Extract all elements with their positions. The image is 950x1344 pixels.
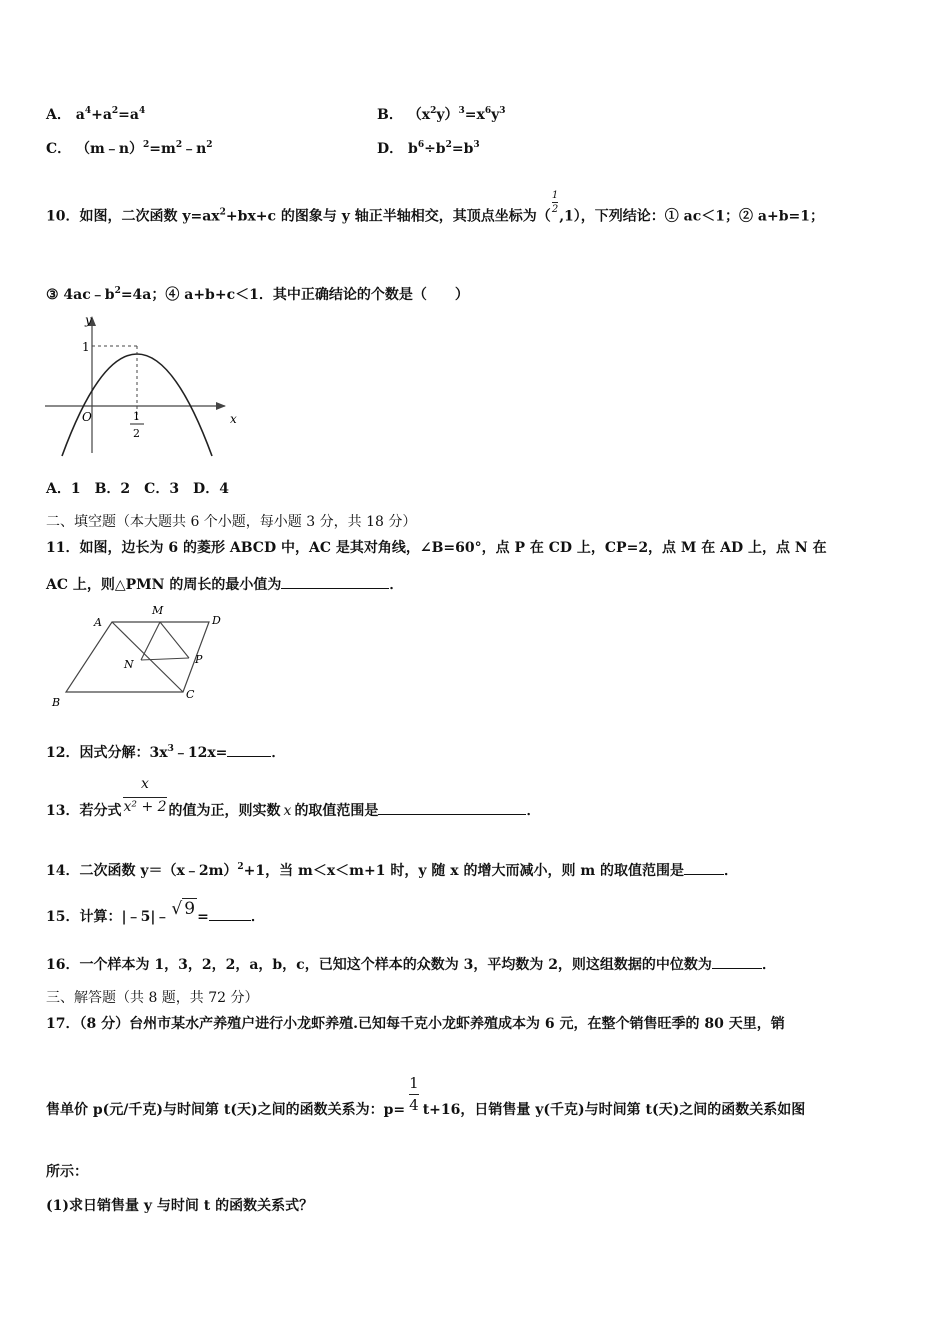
tick-x-denominator: 2 bbox=[133, 427, 140, 440]
option-text: $b^6\div b^2=b^3$ bbox=[408, 140, 480, 157]
q11-answer-blank bbox=[281, 576, 389, 589]
q9-option-a bbox=[46, 104, 145, 124]
rhombus-figure bbox=[44, 600, 244, 712]
option-text: $(x^2y)^3=x^6y^3$ bbox=[407, 106, 506, 123]
tick-y-1: 1 bbox=[82, 340, 90, 354]
q15-prefix: 15．计算：|﹣5|﹣ bbox=[46, 909, 170, 925]
label-p: P bbox=[195, 653, 203, 666]
q16-end: ． bbox=[761, 957, 776, 973]
q15-end: ． bbox=[250, 909, 265, 925]
q12-text: 12．因式分解：3x bbox=[46, 745, 168, 761]
option-text: $(m﹣n)^2=m^2﹣n^2$ bbox=[76, 140, 213, 157]
q13-variable: x bbox=[283, 803, 292, 819]
vertex-denominator: 2 bbox=[551, 204, 559, 215]
option-label: C． bbox=[46, 141, 72, 157]
q10-text-mid: +bx+c 的图象与 y 轴正半轴相交，其顶点坐标为（ bbox=[225, 208, 551, 225]
label-m: M bbox=[152, 604, 164, 617]
q11-line2-end: ． bbox=[389, 577, 404, 593]
q13-denominator: x² + 2 bbox=[123, 799, 167, 815]
q10-stem-line1: 10．如图，二次函数 $y=ax^2+bx+c$ 的图象与 y 轴正半轴相交，其顶点坐标为（ $\frac{1}{2}$ ,1），下列结论：① ac＜1；② a+b=1； bbox=[46, 190, 824, 225]
sqrt-expression: √ 9 bbox=[171, 899, 196, 919]
q9-option-c bbox=[46, 138, 213, 158]
q17-stem-line2 bbox=[46, 1074, 806, 1118]
x-axis-label: x bbox=[230, 412, 237, 426]
label-b: B bbox=[52, 696, 61, 709]
q10-text-after: ,1），下列结论：① ac＜1；② a+b=1； bbox=[559, 208, 824, 225]
q14-rest: +1，当 m＜x＜m+1 时，y 随 x 的增大而减小，则 m 的取值范围是 bbox=[243, 863, 685, 879]
q14-stem: 14．二次函数 y＝（x﹣2m）$^2$+1，当 m＜x＜m+1 时，y 随 x 的增大而减小，则 m 的取值范围是 ． bbox=[46, 862, 739, 879]
q17-line2-b: t+16，日销售量 y(千克)与时间第 t(天)之间的函数关系如图 bbox=[422, 1102, 806, 1118]
q13-numerator: x bbox=[141, 776, 149, 792]
price-fraction-numerator: 1 bbox=[409, 1074, 419, 1092]
q9-option-b bbox=[377, 104, 506, 124]
segment-mp bbox=[160, 622, 189, 658]
q12-end: ． bbox=[271, 745, 286, 761]
q10-stem-line2: ③ $4ac﹣b^2=4a$；④ a+b+c＜1．其中正确结论的个数是（ ） bbox=[46, 286, 469, 303]
q10-line2-b: =4a；④ a+b+c＜1．其中正确结论的个数是（ ） bbox=[120, 287, 469, 303]
option-label: D． bbox=[377, 141, 404, 157]
q11-stem-line1: 11．如图，边长为 6 的菱形 ABCD 中，AC 是其对角线，∠B=60°，点 P 在 CD 上，CP=2，点 M 在 AD 上，点 N 在 bbox=[46, 540, 827, 556]
sqrt-radicand: 9 bbox=[184, 899, 196, 919]
label-c: C bbox=[186, 688, 195, 701]
price-fraction bbox=[409, 1074, 419, 1115]
q13-fraction bbox=[123, 776, 166, 815]
q14-text: 14．二次函数 y＝（x﹣2m） bbox=[46, 863, 238, 879]
q10-options: A．1 B．2 C．3 D．4 bbox=[46, 481, 229, 497]
q12-answer-blank bbox=[227, 744, 271, 757]
vertex-numerator: 1 bbox=[551, 190, 559, 201]
label-a: A bbox=[94, 616, 102, 629]
parabola-curve bbox=[62, 354, 212, 456]
q17-sub-question-1: (1)求日销售量 y 与时间 t 的函数关系式？ bbox=[46, 1198, 314, 1214]
q16-answer-blank bbox=[712, 956, 762, 969]
y-axis-label: y bbox=[85, 313, 92, 327]
diagonal-ac bbox=[112, 622, 183, 692]
q16-text: 16．一个样本为 1，3，2，2，a，b，c，已知这个样本的众数为 3，平均数为 2，则这组数据的中位数为 bbox=[46, 957, 712, 973]
q12-stem: 12．因式分解：$3x^3﹣12x=$ ． bbox=[46, 744, 286, 761]
q11-line2-text: AC 上，则△PMN 的周长的最小值为 bbox=[46, 577, 282, 593]
x-axis-arrow-icon bbox=[216, 402, 226, 410]
price-fraction-denominator: 4 bbox=[409, 1096, 419, 1114]
q11-stem-line2 bbox=[46, 574, 403, 594]
q13-suffix2: 的取值范围是 bbox=[294, 803, 379, 819]
q14-answer-blank bbox=[684, 862, 724, 875]
q12-rest: ﹣12x= bbox=[173, 745, 228, 761]
q10-text-before: 如图，二次函数 y=ax bbox=[79, 208, 220, 225]
q15-stem bbox=[46, 899, 265, 926]
q15-suffix: = bbox=[197, 909, 209, 925]
option-label: B． bbox=[377, 107, 403, 123]
parabola-graph bbox=[40, 308, 250, 458]
question-number: 10． bbox=[46, 208, 80, 225]
segment-mn bbox=[141, 622, 160, 660]
option-text: $a^4+a^2=a^4$ bbox=[75, 106, 146, 123]
q13-suffix: 的值为正，则实数 bbox=[168, 803, 281, 819]
q13-end: ． bbox=[526, 803, 541, 819]
section-3-title: 三、解答题（共 8 题，共 72 分） bbox=[46, 990, 259, 1006]
q13-answer-blank bbox=[378, 802, 526, 815]
q17-stem-line3: 所示： bbox=[46, 1164, 88, 1180]
q13-prefix: 13．若分式 bbox=[46, 803, 122, 819]
tick-x-numerator: 1 bbox=[133, 410, 140, 423]
q9-option-d bbox=[377, 138, 480, 158]
q17-stem-line1: 17．（8 分）台州市某水产养殖户进行小龙虾养殖.已知每千克小龙虾养殖成本为 6 元，在整个销售旺季的 80 天里，销 bbox=[46, 1016, 785, 1032]
q16-stem bbox=[46, 954, 776, 974]
q17-line2-a: 售单价 p(元/千克)与时间第 t(天)之间的函数关系为：p= bbox=[46, 1102, 406, 1118]
q10-line2-a: ③ 4ac﹣b bbox=[46, 287, 115, 303]
q15-answer-blank bbox=[209, 908, 251, 921]
q13-stem bbox=[46, 776, 541, 819]
vertex-fraction bbox=[552, 190, 558, 215]
label-d: D bbox=[212, 614, 221, 627]
origin-label: O bbox=[82, 410, 92, 424]
label-n: N bbox=[124, 658, 134, 671]
q14-end: ． bbox=[724, 863, 739, 879]
section-2-title: 二、填空题（本大题共 6 个小题，每小题 3 分，共 18 分） bbox=[46, 514, 417, 530]
option-label: A． bbox=[46, 107, 71, 123]
